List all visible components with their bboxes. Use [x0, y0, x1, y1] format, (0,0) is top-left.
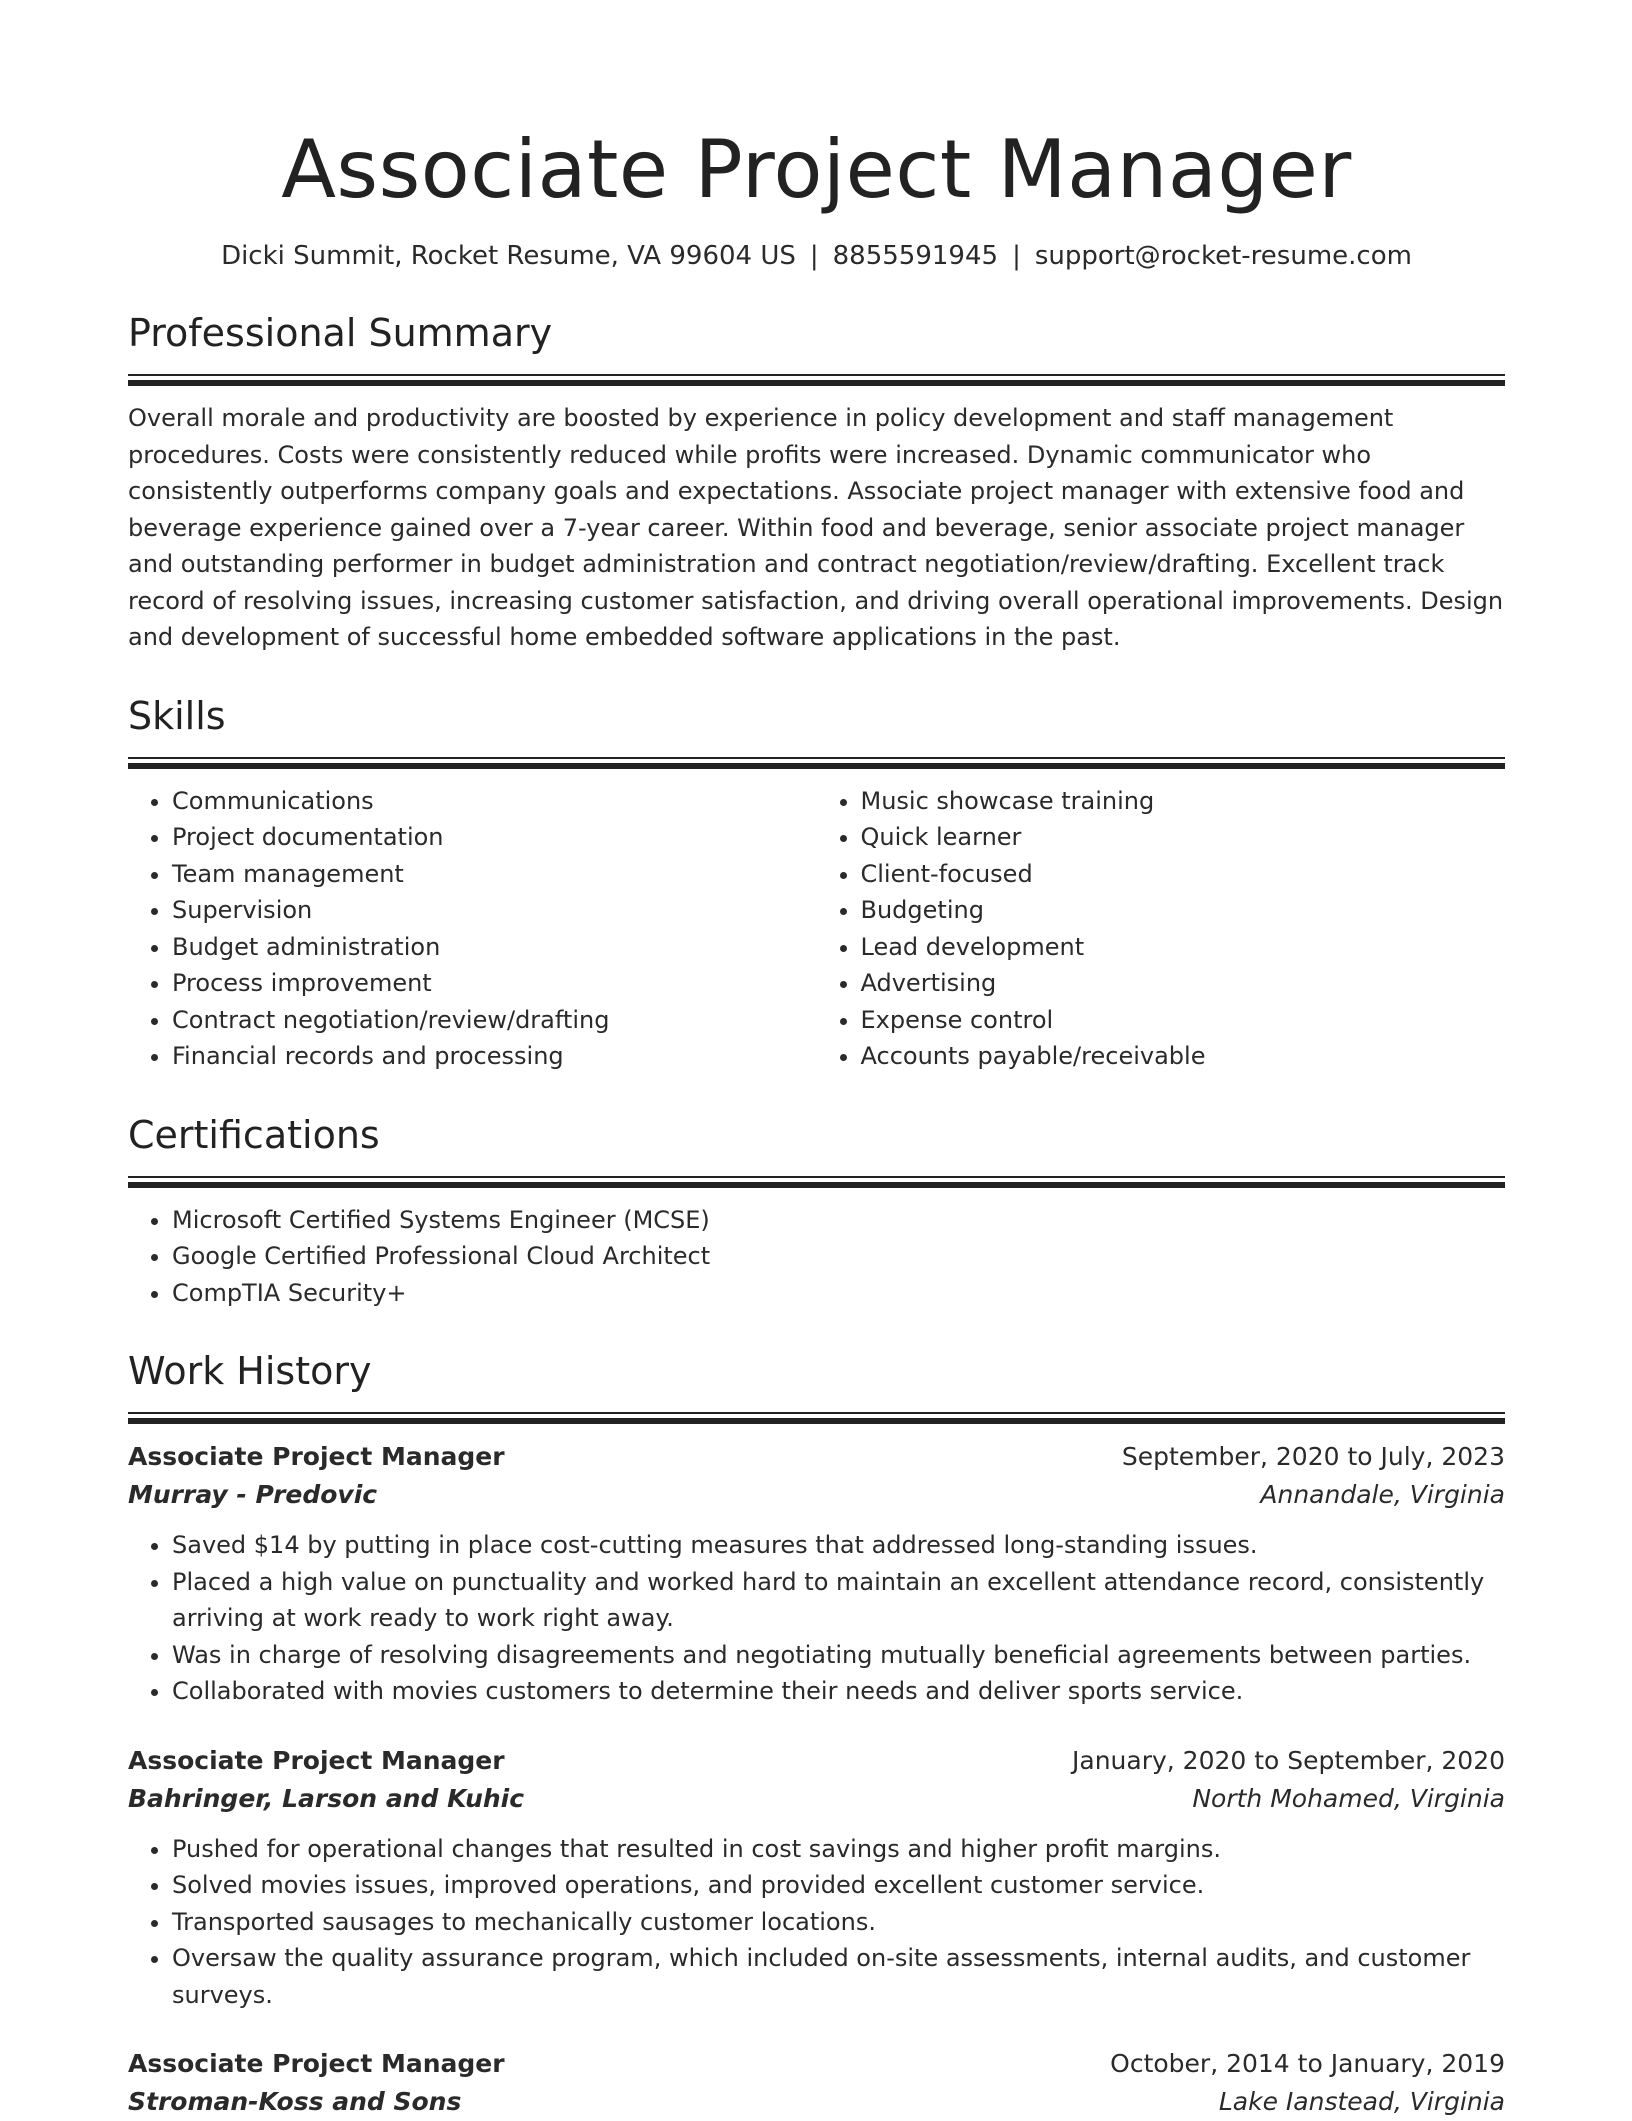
section-divider	[128, 757, 1505, 759]
skill-item: • Project documentation	[172, 819, 817, 856]
job-dates: January, 2020 to September, 2020	[1072, 1745, 1505, 1775]
section-divider	[128, 1412, 1505, 1414]
job-location: Annandale, Virginia	[1260, 1480, 1505, 1509]
job-dates: October, 2014 to January, 2019	[1110, 2049, 1505, 2078]
job-bullet: • Saved $14 by putting in place cost-cutting measures that addressed long-standing issues.	[172, 1527, 1505, 1564]
job-title: Associate Project Manager	[128, 1442, 505, 1471]
job-company: Murray - Predovic	[128, 1480, 378, 1509]
job-dates: September, 2020 to July, 2023	[1121, 1442, 1505, 1471]
contact-separator: |	[809, 241, 819, 271]
certification-item: • CompTIA Security+	[172, 1275, 1505, 1312]
skill-item: • Music showcase training	[861, 783, 1506, 820]
skill-item: • Advertising	[861, 965, 1506, 1002]
skill-item: • Accounts payable/receivable	[861, 1038, 1506, 1075]
skill-item: • Process improvement	[172, 965, 817, 1002]
contact-address: Dicki Summit, Rocket Resume, VA 99604 US	[221, 241, 796, 271]
certifications-list	[128, 1202, 1505, 1312]
job-bullet: • Oversaw the quality assurance program, which included on-site assessments, internal audits, and customer surveys.	[172, 1940, 1505, 2013]
contact-email: support@rocket-resume.com	[1034, 241, 1412, 271]
resume-name: Associate Project Manager	[281, 123, 1352, 216]
section-title-certifications: Certifications	[128, 1112, 380, 1157]
skill-item: • Contract negotiation/review/drafting	[172, 1002, 817, 1039]
skill-item: • Communications	[172, 783, 817, 820]
skills-grid	[128, 783, 1505, 1075]
section-title-summary: Professional Summary	[128, 311, 553, 355]
skill-item: • Budgeting	[861, 892, 1506, 929]
job-entry	[128, 1438, 1505, 1710]
skill-item: • Quick learner	[861, 819, 1506, 856]
contact-separator: |	[1012, 241, 1021, 271]
job-bullets	[128, 1527, 1505, 1710]
job-company: Stroman-Koss and Sons	[128, 2087, 462, 2116]
skill-item: • Team management	[172, 856, 817, 893]
skill-item: • Client-focused	[861, 856, 1506, 893]
certification-item: • Google Certified Professional Cloud Architect	[172, 1238, 1505, 1275]
job-company: Bahringer, Larson and Kuhic	[128, 1783, 525, 1813]
section-title-skills: Skills	[128, 693, 226, 738]
job-bullet: • Collaborated with movies customers to determine their needs and deliver sports service.	[172, 1673, 1505, 1710]
job-title: Associate Project Manager	[128, 1745, 505, 1775]
certification-item: • Microsoft Certified Systems Engineer (MCSE)	[172, 1202, 1505, 1239]
contact-phone: 8855591945	[832, 241, 999, 271]
job-location: Lake Ianstead, Virginia	[1218, 2087, 1505, 2116]
work-history-section	[128, 1347, 1505, 2121]
contact-line	[128, 239, 1505, 273]
job-bullet: • Transported sausages to mechanically customer locations.	[172, 1904, 1505, 1941]
job-bullets	[128, 1831, 1505, 2014]
skill-item: • Budget administration	[172, 929, 817, 966]
job-entry	[128, 1742, 1505, 2014]
job-bullet: • Placed a high value on punctuality and worked hard to maintain an excellent attendance record, consistently arriving at work ready to work right away.	[172, 1564, 1505, 1637]
job-title: Associate Project Manager	[128, 2049, 505, 2078]
job-entry	[128, 2045, 1505, 2121]
skills-section	[128, 692, 1505, 1075]
section-divider	[128, 1176, 1505, 1178]
resume-page	[128, 0, 1505, 2116]
job-bullet: • Solved movies issues, improved operations, and provided excellent customer service.	[172, 1867, 1505, 1904]
job-location: North Mohamed, Virginia	[1192, 1783, 1505, 1813]
section-title-work-history: Work History	[128, 1349, 372, 1393]
summary-text: Overall morale and productivity are boosted by experience in policy development and staff management procedures. Costs were consistently reduced while profits were increased. Dynamic communicator who consistently outperforms company goals and expectations. Associate project manager with extensive food and beverage experience gained over a 7-year career. Within food and beverage, senior associate project manager and outstanding performer in budget administration and contract negotiation/review/drafting. Excellent track record of resolving issues, increasing customer satisfaction, and driving overall operational improvements. Design and development of successful home embedded software applications in the past.	[128, 404, 1504, 651]
skills-list-left	[128, 783, 817, 1075]
certifications-section	[128, 1111, 1505, 1312]
job-bullet: • Pushed for operational changes that resulted in cost savings and higher profit margins.	[172, 1831, 1505, 1868]
skill-item: • Supervision	[172, 892, 817, 929]
skills-list-right	[817, 783, 1506, 1075]
skill-item: • Lead development	[861, 929, 1506, 966]
job-bullet: • Was in charge of resolving disagreements and negotiating mutually beneficial agreements between parties.	[172, 1637, 1505, 1674]
skill-item: • Expense control	[861, 1002, 1506, 1039]
summary-section	[128, 309, 1505, 656]
skill-item: • Financial records and processing	[172, 1038, 817, 1075]
section-divider	[128, 374, 1505, 376]
